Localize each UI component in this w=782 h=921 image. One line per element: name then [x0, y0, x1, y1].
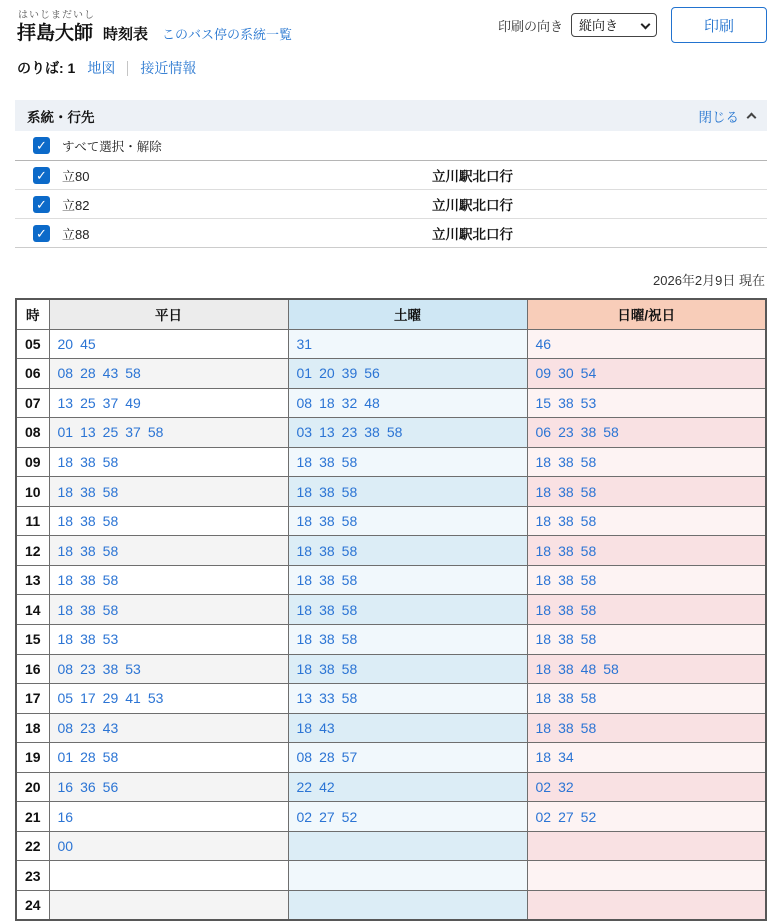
- time-link[interactable]: 13: [57, 394, 74, 411]
- hour-cell: 16: [16, 654, 49, 684]
- time-link[interactable]: 13: [296, 690, 313, 707]
- time-link[interactable]: 58: [580, 601, 597, 618]
- time-link[interactable]: 38: [558, 483, 574, 500]
- time-link[interactable]: 08: [296, 394, 313, 411]
- saturday-times-cell: [288, 595, 527, 625]
- time-link[interactable]: 28: [80, 365, 96, 382]
- time-link[interactable]: 38: [558, 719, 574, 736]
- hour-cell: 12: [16, 536, 49, 566]
- time-link[interactable]: 38: [558, 631, 574, 648]
- time-link[interactable]: 23: [558, 424, 574, 441]
- time-link[interactable]: 58: [147, 424, 164, 441]
- time-link[interactable]: 58: [341, 483, 358, 500]
- time-link[interactable]: 02: [535, 808, 552, 825]
- route-panel-header: [15, 100, 767, 131]
- time-link[interactable]: 16: [57, 808, 74, 825]
- timetable-row: [16, 684, 766, 714]
- weekday-times-cell: [49, 536, 288, 566]
- time-link[interactable]: 48: [364, 394, 380, 411]
- print-button[interactable]: 印刷: [671, 7, 767, 43]
- chevron-up-icon: [747, 113, 757, 123]
- time-link[interactable]: 38: [558, 690, 574, 707]
- time-link[interactable]: 58: [102, 601, 119, 618]
- saturday-times-cell: [288, 624, 527, 654]
- time-link[interactable]: 58: [102, 542, 119, 559]
- time-link[interactable]: 06: [535, 424, 552, 441]
- time-link[interactable]: 27: [319, 808, 335, 825]
- time-link[interactable]: 18: [296, 660, 313, 677]
- time-link[interactable]: 38: [319, 453, 335, 470]
- sunday-times-cell: [527, 743, 766, 773]
- time-link[interactable]: 08: [57, 660, 74, 677]
- saturday-times-cell: [288, 772, 527, 802]
- saturday-times-cell: [288, 684, 527, 714]
- timetable-row: [16, 447, 766, 477]
- time-link[interactable]: 18: [57, 572, 74, 589]
- saturday-column-header: 土曜: [288, 299, 527, 329]
- time-link[interactable]: 23: [80, 719, 96, 736]
- time-link[interactable]: 41: [125, 690, 141, 707]
- time-link[interactable]: 38: [80, 601, 96, 618]
- orientation-select-wrap: [571, 13, 657, 37]
- time-link[interactable]: 58: [386, 424, 403, 441]
- time-link[interactable]: 31: [296, 335, 313, 352]
- saturday-times-cell: [288, 861, 527, 891]
- sunday-times-cell: [527, 654, 766, 684]
- time-link[interactable]: 18: [535, 542, 552, 559]
- time-link[interactable]: 53: [580, 394, 597, 411]
- weekday-times-cell: [49, 565, 288, 595]
- time-link[interactable]: 38: [558, 601, 574, 618]
- divider: [127, 61, 128, 76]
- time-link[interactable]: 45: [80, 335, 96, 352]
- hour-cell: 06: [16, 359, 49, 389]
- page-title: 拝島大師: [17, 23, 94, 44]
- route-row: [15, 190, 767, 219]
- time-link[interactable]: 46: [535, 335, 552, 352]
- time-link[interactable]: 18: [535, 749, 552, 766]
- sunday-times-cell: [527, 536, 766, 566]
- time-link[interactable]: 16: [57, 778, 74, 795]
- timetable-row: [16, 743, 766, 773]
- route-destination: 立川駅北口行: [432, 198, 513, 213]
- time-link[interactable]: 18: [57, 631, 74, 648]
- time-link[interactable]: 38: [319, 660, 335, 677]
- timetable-row: [16, 477, 766, 507]
- time-link[interactable]: 20: [319, 365, 335, 382]
- hour-cell: 07: [16, 388, 49, 418]
- time-link[interactable]: 22: [296, 778, 313, 795]
- sunday-column-header: 日曜/祝日: [527, 299, 766, 329]
- select-all-checkbox[interactable]: ✓: [33, 137, 50, 154]
- time-link[interactable]: 38: [558, 453, 574, 470]
- time-link[interactable]: 38: [319, 483, 335, 500]
- time-link[interactable]: 38: [319, 601, 335, 618]
- time-link[interactable]: 18: [296, 542, 313, 559]
- time-link[interactable]: 43: [102, 719, 119, 736]
- sunday-times-cell: [527, 595, 766, 625]
- weekday-times-cell: [49, 713, 288, 743]
- time-link[interactable]: 25: [80, 394, 96, 411]
- time-link[interactable]: 58: [580, 572, 597, 589]
- weekday-times-cell: [49, 477, 288, 507]
- hour-cell: 08: [16, 418, 49, 448]
- time-link[interactable]: 58: [102, 513, 119, 530]
- time-link[interactable]: 29: [102, 690, 119, 707]
- weekday-times-cell: [49, 743, 288, 773]
- timetable-row: [16, 329, 766, 359]
- sunday-times-cell: [527, 506, 766, 536]
- route-destination: 立川駅北口行: [432, 169, 513, 184]
- timetable-row: [16, 654, 766, 684]
- time-link[interactable]: 58: [580, 542, 597, 559]
- timetable-row: [16, 890, 766, 920]
- time-link[interactable]: 18: [535, 601, 552, 618]
- saturday-times-cell: [288, 536, 527, 566]
- time-link[interactable]: 18: [296, 631, 313, 648]
- time-link[interactable]: 58: [341, 513, 358, 530]
- time-link[interactable]: 38: [80, 542, 96, 559]
- sunday-times-cell: [527, 388, 766, 418]
- print-orientation-label: 印刷の向き: [497, 18, 563, 34]
- time-link[interactable]: 27: [558, 808, 574, 825]
- route-name: 立82: [62, 197, 90, 213]
- time-link[interactable]: 58: [341, 660, 358, 677]
- panel-close-link[interactable]: [699, 106, 756, 126]
- time-link[interactable]: 52: [341, 808, 358, 825]
- time-link[interactable]: 18: [535, 660, 552, 677]
- time-link[interactable]: 23: [80, 660, 96, 677]
- time-link[interactable]: 28: [80, 749, 96, 766]
- weekday-times-cell: [49, 418, 288, 448]
- weekday-times-cell: [49, 624, 288, 654]
- time-link[interactable]: 18: [535, 572, 552, 589]
- weekday-times-cell: [49, 831, 288, 861]
- hour-cell: 21: [16, 802, 49, 832]
- time-link[interactable]: 58: [102, 749, 119, 766]
- sunday-times-cell: [527, 684, 766, 714]
- time-link[interactable]: 32: [558, 778, 574, 795]
- route-panel-title: 系統・行先: [27, 109, 95, 125]
- time-link[interactable]: 58: [580, 631, 597, 648]
- time-link[interactable]: 38: [102, 660, 119, 677]
- time-link[interactable]: 18: [57, 483, 74, 500]
- time-link[interactable]: 18: [57, 542, 74, 559]
- time-link[interactable]: 38: [364, 424, 380, 441]
- saturday-times-cell: [288, 743, 527, 773]
- time-link[interactable]: 43: [319, 719, 335, 736]
- timetable-row: [16, 831, 766, 861]
- saturday-times-cell: [288, 447, 527, 477]
- weekday-times-cell: [49, 329, 288, 359]
- time-link[interactable]: 58: [580, 453, 597, 470]
- timetable-row: [16, 772, 766, 802]
- time-link[interactable]: 38: [558, 394, 574, 411]
- time-link[interactable]: 01: [296, 365, 313, 382]
- hour-cell: 20: [16, 772, 49, 802]
- time-link[interactable]: 58: [603, 660, 619, 677]
- route-list-link[interactable]: このバス停の系統一覧: [162, 27, 293, 42]
- time-link[interactable]: 58: [341, 572, 358, 589]
- saturday-times-cell: [288, 359, 527, 389]
- weekday-times-cell: [49, 506, 288, 536]
- sunday-times-cell: [527, 772, 766, 802]
- saturday-times-cell: [288, 831, 527, 861]
- route-checkbox[interactable]: ✓: [33, 196, 50, 213]
- hour-cell: 15: [16, 624, 49, 654]
- weekday-times-cell: [49, 684, 288, 714]
- time-link[interactable]: 17: [80, 690, 96, 707]
- timetable-header-row: [16, 299, 766, 329]
- sunday-times-cell: [527, 565, 766, 595]
- date-note: 2026年2月9日 現在: [653, 273, 765, 288]
- time-link[interactable]: 18: [296, 572, 313, 589]
- time-link[interactable]: 00: [57, 838, 74, 855]
- time-link[interactable]: 15: [535, 394, 552, 411]
- time-link[interactable]: 18: [296, 601, 313, 618]
- close-link-label: 閉じる: [698, 109, 739, 125]
- time-link[interactable]: 58: [580, 690, 597, 707]
- select-all-row: [15, 131, 767, 161]
- time-link[interactable]: 38: [558, 572, 574, 589]
- time-link[interactable]: 08: [57, 365, 74, 382]
- time-link[interactable]: 18: [57, 513, 74, 530]
- page-header: [0, 0, 782, 92]
- timetable-row: [16, 536, 766, 566]
- route-name: 立88: [62, 226, 90, 242]
- orientation-select[interactable]: [571, 13, 657, 37]
- platform-label: のりば: 1: [17, 60, 76, 76]
- hour-cell: 23: [16, 861, 49, 891]
- sunday-times-cell: [527, 477, 766, 507]
- time-link[interactable]: 58: [125, 365, 141, 382]
- time-link[interactable]: 18: [296, 719, 313, 736]
- timetable-row: [16, 802, 766, 832]
- hour-cell: 19: [16, 743, 49, 773]
- time-link[interactable]: 58: [603, 424, 619, 441]
- time-link[interactable]: 37: [125, 424, 141, 441]
- saturday-times-cell: [288, 654, 527, 684]
- time-link[interactable]: 57: [341, 749, 358, 766]
- time-link[interactable]: 05: [57, 690, 74, 707]
- time-link[interactable]: 58: [580, 513, 597, 530]
- route-rows: [15, 161, 767, 248]
- time-link[interactable]: 34: [558, 749, 574, 766]
- time-link[interactable]: 02: [535, 778, 552, 795]
- time-link[interactable]: 18: [296, 483, 313, 500]
- time-link[interactable]: 58: [102, 483, 119, 500]
- saturday-times-cell: [288, 713, 527, 743]
- time-link[interactable]: 54: [580, 365, 597, 382]
- time-link[interactable]: 38: [558, 542, 574, 559]
- weekday-times-cell: [49, 802, 288, 832]
- time-link[interactable]: 42: [319, 778, 335, 795]
- saturday-times-cell: [288, 418, 527, 448]
- saturday-times-cell: [288, 802, 527, 832]
- hour-cell: 24: [16, 890, 49, 920]
- time-link[interactable]: 18: [296, 513, 313, 530]
- hour-cell: 14: [16, 595, 49, 625]
- time-link[interactable]: 38: [80, 572, 96, 589]
- weekday-times-cell: [49, 890, 288, 920]
- time-link[interactable]: 13: [80, 424, 96, 441]
- sunday-times-cell: [527, 831, 766, 861]
- route-row: [15, 219, 767, 248]
- timetable-row: [16, 565, 766, 595]
- time-link[interactable]: 38: [319, 572, 335, 589]
- hour-column-header: 時: [16, 299, 49, 329]
- time-link[interactable]: 38: [580, 424, 597, 441]
- hour-cell: 11: [16, 506, 49, 536]
- saturday-times-cell: [288, 388, 527, 418]
- saturday-times-cell: [288, 477, 527, 507]
- time-link[interactable]: 49: [125, 394, 141, 411]
- time-link[interactable]: 18: [319, 394, 335, 411]
- time-link[interactable]: 18: [535, 453, 552, 470]
- weekday-column-header: 平日: [49, 299, 288, 329]
- sunday-times-cell: [527, 802, 766, 832]
- time-link[interactable]: 08: [296, 749, 313, 766]
- time-link[interactable]: 01: [57, 424, 74, 441]
- sunday-times-cell: [527, 359, 766, 389]
- time-link[interactable]: 02: [296, 808, 313, 825]
- time-link[interactable]: 38: [319, 513, 335, 530]
- time-link[interactable]: 58: [341, 453, 358, 470]
- time-link[interactable]: 58: [341, 601, 358, 618]
- time-link[interactable]: 53: [147, 690, 164, 707]
- time-link[interactable]: 18: [535, 483, 552, 500]
- time-link[interactable]: 58: [341, 631, 358, 648]
- hour-cell: 05: [16, 329, 49, 359]
- timetable-row: [16, 861, 766, 891]
- time-link[interactable]: 38: [80, 631, 96, 648]
- time-link[interactable]: 58: [341, 690, 358, 707]
- time-link[interactable]: 13: [319, 424, 335, 441]
- map-link[interactable]: 地図: [87, 60, 116, 76]
- time-link[interactable]: 53: [125, 660, 141, 677]
- route-checkbox[interactable]: ✓: [33, 167, 50, 184]
- hour-cell: 10: [16, 477, 49, 507]
- approach-info-link[interactable]: 接近情報: [140, 60, 197, 76]
- page-subtitle: 時刻表: [103, 26, 149, 43]
- weekday-times-cell: [49, 595, 288, 625]
- timetable-row: [16, 418, 766, 448]
- time-link[interactable]: 58: [341, 542, 358, 559]
- time-link[interactable]: 25: [102, 424, 119, 441]
- saturday-times-cell: [288, 890, 527, 920]
- time-link[interactable]: 39: [341, 365, 358, 382]
- weekday-times-cell: [49, 772, 288, 802]
- timetable-row: [16, 359, 766, 389]
- timetable-row: [16, 506, 766, 536]
- route-destination: 立川駅北口行: [432, 227, 513, 242]
- route-name: 立80: [62, 168, 90, 184]
- time-link[interactable]: 58: [580, 483, 597, 500]
- time-link[interactable]: 43: [102, 365, 119, 382]
- time-link[interactable]: 38: [558, 660, 574, 677]
- hour-cell: 13: [16, 565, 49, 595]
- time-link[interactable]: 38: [80, 483, 96, 500]
- weekday-times-cell: [49, 388, 288, 418]
- weekday-times-cell: [49, 447, 288, 477]
- timetable-row: [16, 713, 766, 743]
- timetable: [15, 298, 767, 921]
- hour-cell: 18: [16, 713, 49, 743]
- time-link[interactable]: 58: [580, 719, 597, 736]
- sunday-times-cell: [527, 418, 766, 448]
- saturday-times-cell: [288, 506, 527, 536]
- time-link[interactable]: 32: [341, 394, 358, 411]
- time-link[interactable]: 58: [102, 453, 119, 470]
- saturday-times-cell: [288, 329, 527, 359]
- time-link[interactable]: 01: [57, 749, 74, 766]
- time-link[interactable]: 03: [296, 424, 313, 441]
- time-link[interactable]: 28: [319, 749, 335, 766]
- sunday-times-cell: [527, 329, 766, 359]
- hour-cell: 17: [16, 684, 49, 714]
- time-link[interactable]: 37: [102, 394, 119, 411]
- time-link[interactable]: 18: [535, 690, 552, 707]
- time-link[interactable]: 52: [580, 808, 597, 825]
- time-link[interactable]: 18: [535, 513, 552, 530]
- time-link[interactable]: 18: [296, 453, 313, 470]
- time-link[interactable]: 38: [319, 542, 335, 559]
- time-link[interactable]: 30: [558, 365, 574, 382]
- time-link[interactable]: 56: [364, 365, 380, 382]
- time-link[interactable]: 08: [57, 719, 74, 736]
- time-link[interactable]: 38: [558, 513, 574, 530]
- time-link[interactable]: 23: [341, 424, 358, 441]
- time-link[interactable]: 18: [535, 631, 552, 648]
- time-link[interactable]: 53: [102, 631, 119, 648]
- hour-cell: 22: [16, 831, 49, 861]
- stop-name-furigana: はいじまだいし: [18, 10, 95, 21]
- time-link[interactable]: 20: [57, 335, 74, 352]
- route-checkbox[interactable]: ✓: [33, 225, 50, 242]
- time-link[interactable]: 33: [319, 690, 335, 707]
- time-link[interactable]: 56: [102, 778, 119, 795]
- select-all-label: すべて選択・解除: [62, 139, 162, 154]
- time-link[interactable]: 18: [57, 601, 74, 618]
- time-link[interactable]: 09: [535, 365, 552, 382]
- timetable-row: [16, 595, 766, 625]
- sunday-times-cell: [527, 713, 766, 743]
- sunday-times-cell: [527, 447, 766, 477]
- sunday-times-cell: [527, 861, 766, 891]
- time-link[interactable]: 18: [57, 453, 74, 470]
- time-link[interactable]: 48: [580, 660, 597, 677]
- sunday-times-cell: [527, 624, 766, 654]
- timetable-row: [16, 624, 766, 654]
- time-link[interactable]: 36: [80, 778, 96, 795]
- time-link[interactable]: 38: [319, 631, 335, 648]
- timetable-row: [16, 388, 766, 418]
- route-panel: [15, 100, 767, 248]
- sunday-times-cell: [527, 890, 766, 920]
- time-link[interactable]: 58: [102, 572, 119, 589]
- saturday-times-cell: [288, 565, 527, 595]
- weekday-times-cell: [49, 359, 288, 389]
- time-link[interactable]: 38: [80, 453, 96, 470]
- route-row: [15, 161, 767, 190]
- time-link[interactable]: 18: [535, 719, 552, 736]
- weekday-times-cell: [49, 861, 288, 891]
- hour-cell: 09: [16, 447, 49, 477]
- time-link[interactable]: 38: [80, 513, 96, 530]
- weekday-times-cell: [49, 654, 288, 684]
